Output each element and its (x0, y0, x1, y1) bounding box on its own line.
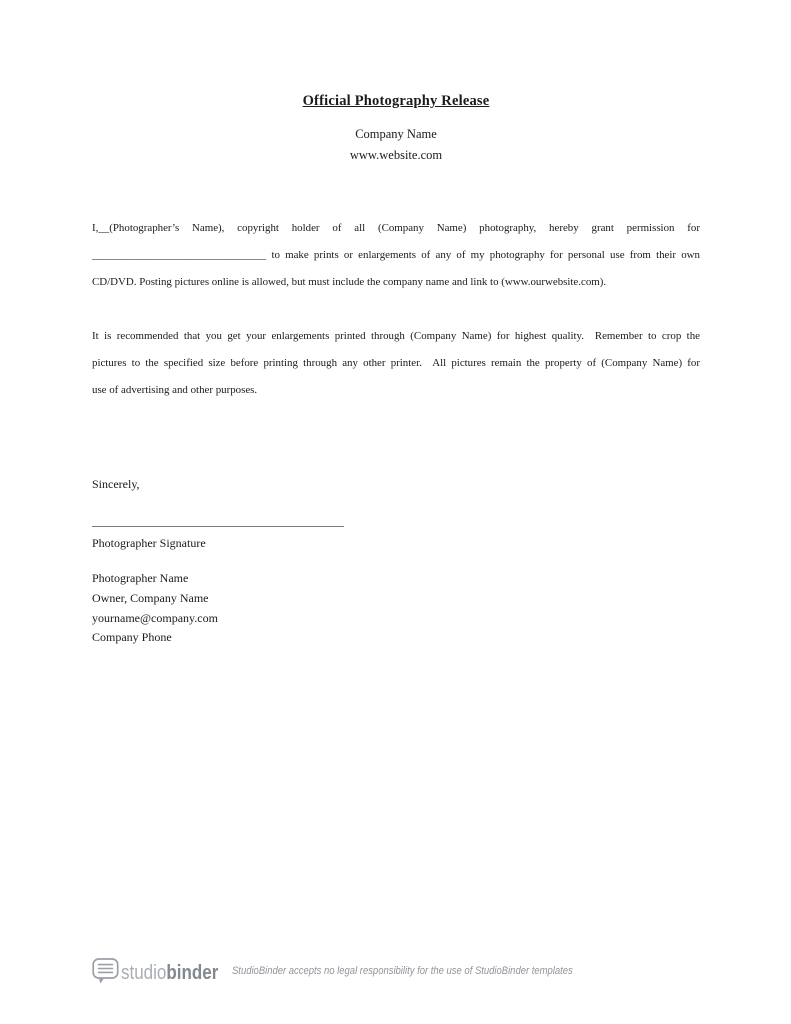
photographer-email: yourname@company.com (92, 610, 218, 625)
document-header (92, 91, 700, 166)
paragraph-line: I,__(Photographer’s Name), copyright holder of all (Company Name) photography, hereby grant permission for (92, 222, 700, 234)
contact-block (92, 569, 492, 648)
photographer-name: Photographer Name (92, 571, 189, 585)
wordmark-studio: studio (121, 962, 167, 984)
paragraph-line: pictures to the specified size before printing through any other printer. All pictures remain the property of (Company Name) for (92, 357, 700, 369)
release-paragraph (92, 215, 700, 296)
paragraph-line: CD/DVD. Posting pictures online is allowed, but must include the company name and link to (www.ourwebsite.com). (92, 276, 607, 288)
paragraph-line: use of advertising and other purposes. (92, 384, 258, 396)
wordmark-binder: binder (166, 962, 219, 984)
studiobinder-speech-bubble-icon (92, 957, 119, 985)
recommendation-paragraph (92, 323, 700, 404)
company-website: www.website.com (349, 148, 443, 162)
studiobinder-wordmark (121, 960, 218, 986)
paragraph-line-with-blank: ________________________________ to make prints or enlargements of any of my photography for personal use from their own (92, 249, 700, 261)
page-title: Official Photography Release (302, 93, 490, 109)
paragraph-line: It is recommended that you get your enlargements printed through (Company Name) for highest quality. Remember to crop the (92, 330, 700, 342)
photographer-phone: Company Phone (92, 630, 172, 645)
signature-blank-line: __________________________________________ (92, 514, 344, 528)
company-name: Company Name (355, 127, 437, 141)
closing-salutation: Sincerely, (92, 477, 140, 491)
signature-label: Photographer Signature (92, 536, 206, 550)
footer-disclaimer: StudioBinder accepts no legal responsibility for the use of StudioBinder templates (232, 965, 573, 977)
photographer-role: Owner, Company Name (92, 590, 209, 605)
